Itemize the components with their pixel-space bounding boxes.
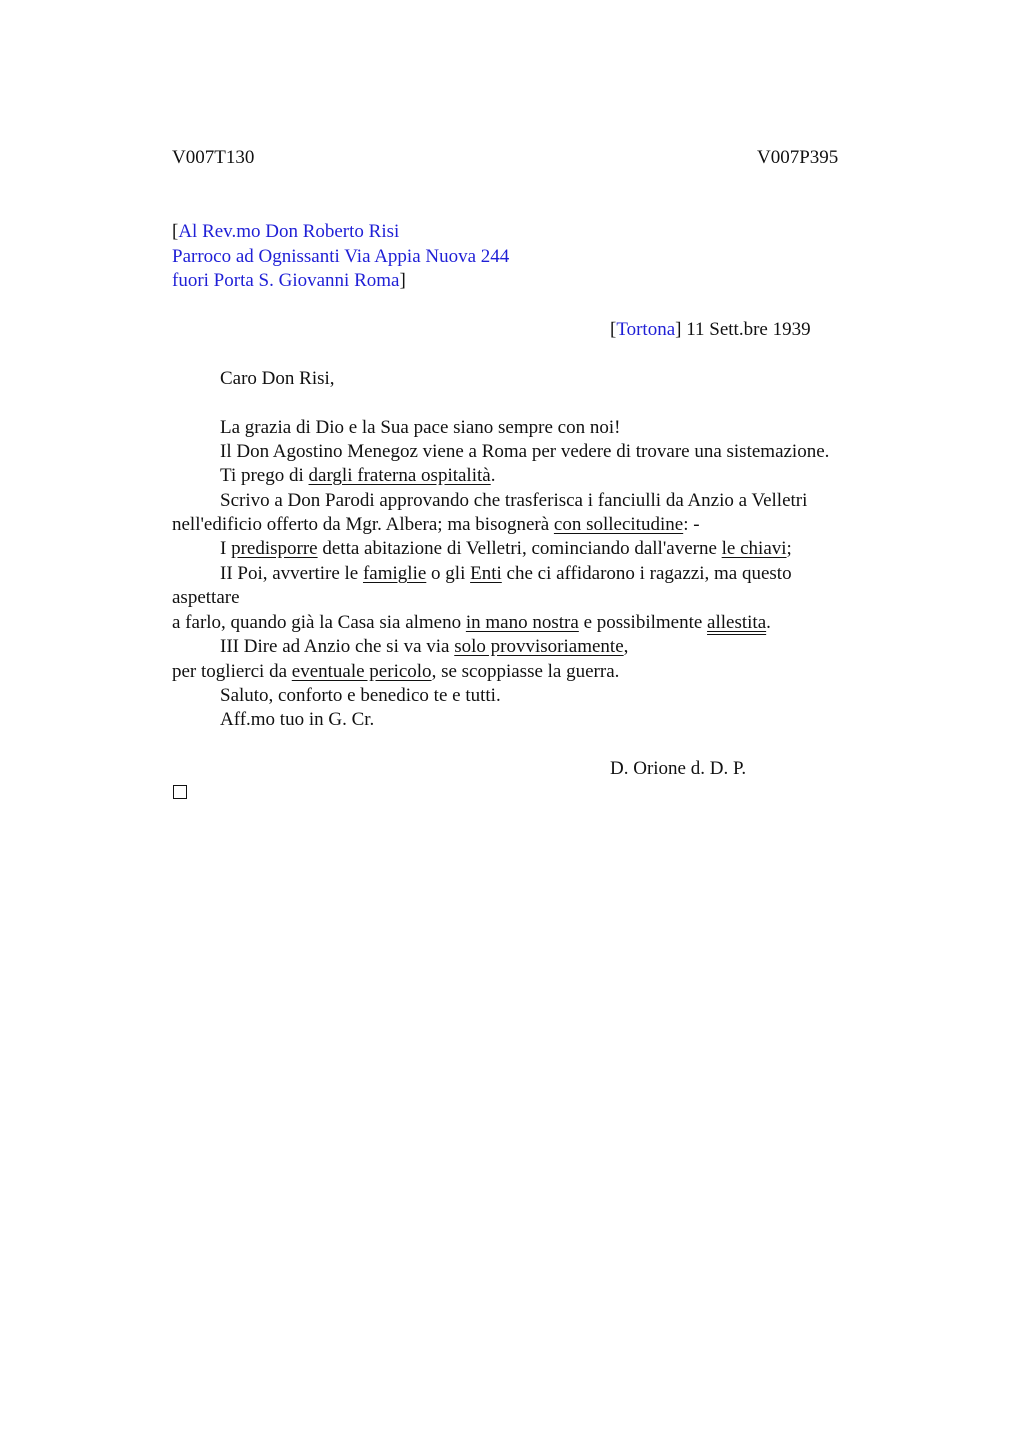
body-line-menegoz: Il Don Agostino Menegoz viene a Roma per vedere di trovare una sistemazione.: [220, 441, 830, 462]
text-fragment: II Poi, avvertire le: [220, 563, 363, 584]
text-fragment: ;: [786, 538, 792, 559]
double-underlined-text: allestita: [707, 612, 767, 633]
underlined-text: predisporre: [231, 538, 318, 559]
body-line-hospitality: [220, 464, 495, 488]
address-line-3: [172, 269, 406, 293]
item-two: [220, 562, 792, 586]
salutation: Caro Don Risi,: [220, 368, 335, 389]
date-open-bracket: [: [610, 319, 617, 340]
address-city: fuori Porta S. Giovanni Roma: [172, 270, 400, 291]
item-two-continued: aspettare: [172, 587, 240, 608]
item-two-wait: [172, 611, 771, 635]
text-fragment: III Dire ad Anzio che si va via: [220, 636, 455, 657]
item-three: [220, 635, 628, 659]
address-close-bracket: ]: [399, 270, 406, 291]
signature: D. Orione d. D. P.: [610, 758, 747, 779]
body-line-greeting: La grazia di Dio e la Sua pace siano sempre con noi!: [220, 417, 621, 438]
text-fragment: .: [766, 612, 771, 633]
text-fragment: ,: [623, 636, 629, 657]
underlined-text: eventuale pericolo: [291, 661, 432, 682]
text-fragment: a farlo, quando già la Casa sia almeno: [172, 612, 466, 633]
text-fragment: e possibilmente: [578, 612, 708, 633]
text-fragment: o gli: [426, 563, 471, 584]
item-three-continued: [172, 660, 619, 684]
text-fragment: .: [490, 465, 496, 486]
body-line-albera: [172, 513, 700, 537]
underlined-text: Enti: [470, 563, 502, 584]
underlined-text: in mano nostra: [465, 612, 579, 633]
date-place: Tortona: [616, 319, 676, 340]
text-fragment: nell'edificio offerto da Mgr. Albera; ma bisognerà: [172, 514, 554, 535]
text-fragment: detta abitazione di Velletri, cominciando dall'averne: [317, 538, 722, 559]
address-line-1: [172, 220, 399, 244]
text-fragment: I: [220, 538, 232, 559]
body-line-parodi: Scrivo a Don Parodi approvando che trasferisca i fanciulli da Anzio a Velletri: [220, 490, 808, 511]
letter-date: [610, 318, 811, 342]
text-fragment: per toglierci da: [172, 661, 292, 682]
end-of-document-square-icon: [173, 785, 187, 799]
address-line-2: Parroco ad Ognissanti Via Appia Nuova 244: [172, 246, 510, 267]
date-text: ] 11 Sett.bre 1939: [675, 319, 811, 340]
closing-blessing: Saluto, conforto e benedico te e tutti.: [220, 685, 501, 706]
document-code-left: V007T130: [172, 147, 255, 168]
text-fragment: : -: [683, 514, 700, 535]
text-fragment: , se scoppiasse la guerra.: [431, 661, 620, 682]
underlined-text: le chiavi: [721, 538, 787, 559]
item-one: [220, 537, 792, 561]
text-fragment: che ci affidarono i ragazzi, ma questo: [501, 563, 792, 584]
address-open-bracket: [: [172, 221, 179, 242]
document-code-right: V007P395: [757, 147, 839, 168]
address-recipient: Al Rev.mo Don Roberto Risi: [178, 221, 400, 242]
underlined-text: dargli fraterna ospitalità: [308, 465, 491, 486]
text-fragment: Ti prego di: [220, 465, 309, 486]
closing-affectionate: Aff.mo tuo in G. Cr.: [220, 709, 375, 730]
underlined-text: con sollecitudine: [553, 514, 684, 535]
underlined-text: famiglie: [362, 563, 427, 584]
underlined-text: solo provvisoriamente: [454, 636, 624, 657]
